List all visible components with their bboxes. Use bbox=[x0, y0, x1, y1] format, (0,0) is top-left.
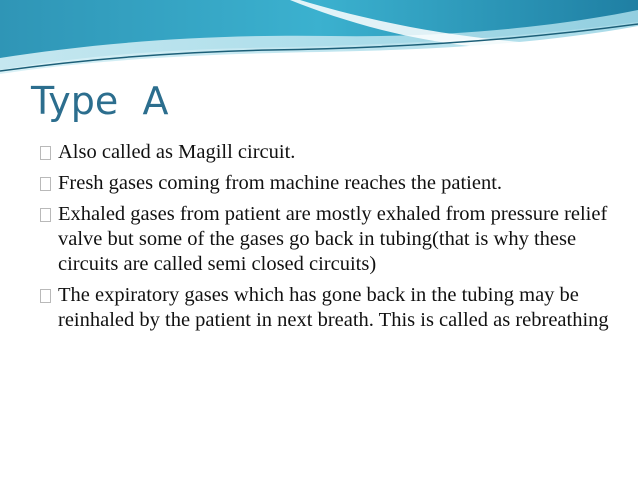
bullet-item bbox=[34, 171, 614, 196]
bullet-box-icon bbox=[40, 289, 51, 303]
bullet-item bbox=[34, 283, 614, 333]
bullet-text: Exhaled gases from patient are mostly exhaled from pressure relief valve but some of the gases go back in tubing(that is why these circuits are called semi closed circuits) bbox=[58, 203, 608, 275]
wave-header-decoration bbox=[0, 0, 638, 80]
bullet-list bbox=[34, 140, 614, 339]
bullet-text: Fresh gases coming from machine reaches the patient. bbox=[58, 172, 503, 194]
bullet-box-icon bbox=[40, 177, 51, 191]
bullet-text: The expiratory gases which has gone back in the tubing may be reinhaled by the patient in next breath. This is called as rebreathing bbox=[58, 284, 609, 331]
slide-title: Type A bbox=[31, 79, 169, 123]
bullet-item bbox=[34, 140, 614, 165]
bullet-box-icon bbox=[40, 208, 51, 222]
bullet-item bbox=[34, 202, 614, 277]
bullet-text: Also called as Magill circuit. bbox=[58, 141, 296, 163]
bullet-box-icon bbox=[40, 146, 51, 160]
